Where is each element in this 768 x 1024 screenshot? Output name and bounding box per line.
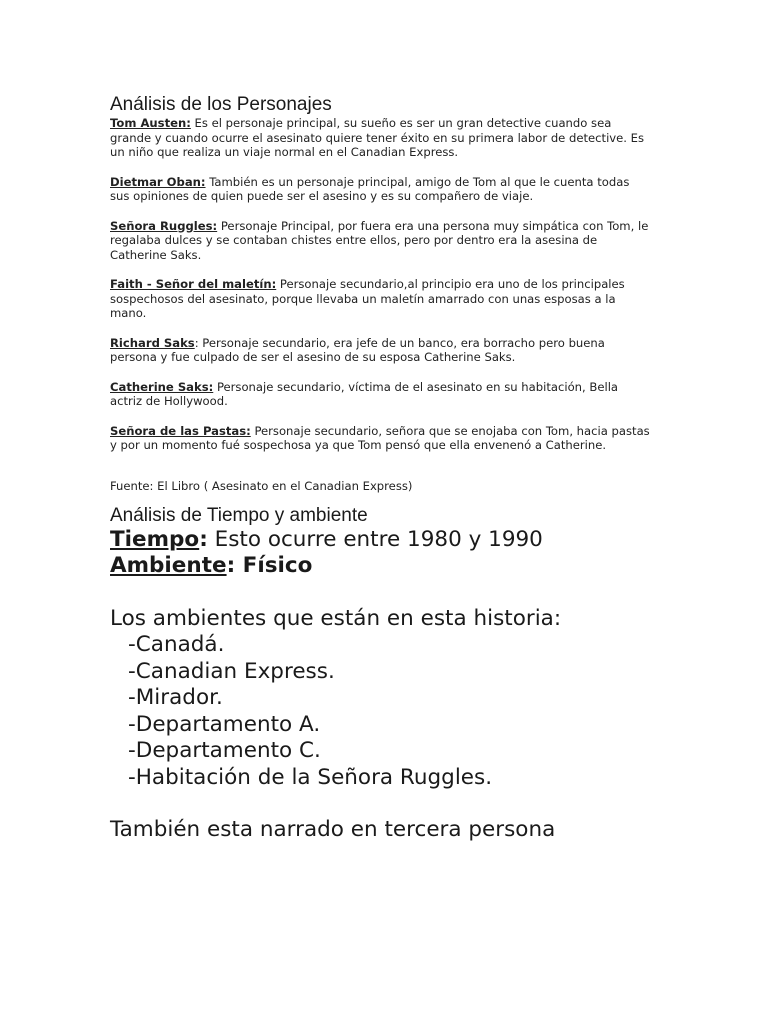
source-citation: Fuente: El Libro ( Asesinato en el Canadian Express) (110, 478, 413, 493)
place-item: -Departamento A. (128, 711, 321, 737)
places-list (110, 632, 650, 791)
narration-note: También esta narrado en tercera persona (110, 817, 556, 843)
character-name: Faith - Señor del maletín: (110, 277, 277, 292)
character-name: Dietmar Oban: (110, 174, 206, 189)
place-item: -Canadá. (128, 632, 225, 658)
character-entry (110, 380, 650, 409)
tiempo-line (110, 527, 650, 553)
place-item: -Habitación de la Señora Ruggles. (128, 764, 493, 790)
character-description: Personaje secundario, víctima de el asesinato en su habitación, Bella actriz de Hollywood. (110, 379, 619, 409)
tiempo-label: Tiempo (110, 526, 200, 552)
character-description: Es el personaje principal, su sueño es ser un gran detective cuando sea grande y cuando ocurre el asesinato quiere tener éxito en su primera labor de detective. Es un niño que realiza un viaje normal en el Canadian Express. (110, 116, 645, 160)
tiempo-value: Esto ocurre entre 1980 y 1990 (207, 526, 543, 552)
character-entry (110, 116, 650, 160)
character-description: : Personaje secundario, era jefe de un banco, era borracho pero buena persona y fue culpado de ser el asesino de su esposa Catherine Saks. (110, 335, 605, 365)
ambiente-line (110, 553, 650, 579)
character-description: Personaje secundario,al principio era uno de los principales sospechosos del asesinato, porque llevaba un maletín amarrado con unas esposas a la mano. (110, 277, 625, 321)
character-entry (110, 175, 650, 204)
tiempo-colon: : (199, 526, 208, 552)
character-description: Personaje Principal, por fuera era una persona muy simpática con Tom, le regalaba dulces y se contaban chistes entre ellos, pero por dentro era la asesina de Catherine Saks. (110, 218, 649, 262)
place-item: -Mirador. (128, 685, 223, 711)
places-intro: Los ambientes que están en esta historia: (110, 605, 562, 631)
character-entry (110, 424, 650, 453)
place-item: -Departamento C. (128, 738, 321, 764)
character-entry (110, 219, 650, 263)
ambiente-value: : Físico (226, 552, 313, 578)
character-name: Señora Ruggles: (110, 218, 218, 233)
character-name: Catherine Saks: (110, 379, 214, 394)
character-name: Tom Austen: (110, 116, 191, 130)
character-entry (110, 336, 650, 365)
document-page (110, 94, 650, 843)
ambiente-label: Ambiente (110, 552, 227, 578)
character-description: También es un personaje principal, amigo de Tom al que le cuenta todas sus opiniones de quien puede ser el asesino y es su compañero de viaje. (110, 174, 630, 204)
character-entry (110, 277, 650, 321)
characters-list (110, 116, 650, 453)
time-setting-heading: Análisis de Tiempo y ambiente (110, 504, 368, 526)
character-name: Richard Saks (110, 335, 195, 350)
character-name: Señora de las Pastas: (110, 423, 251, 438)
place-item: -Canadian Express. (128, 658, 335, 684)
characters-heading: Análisis de los Personajes (110, 94, 332, 115)
character-description: Personaje secundario, señora que se enojaba con Tom, hacia pastas y por un momento fué sospechosa ya que Tom pensó que ella envenenó a Catherine. (110, 423, 650, 453)
